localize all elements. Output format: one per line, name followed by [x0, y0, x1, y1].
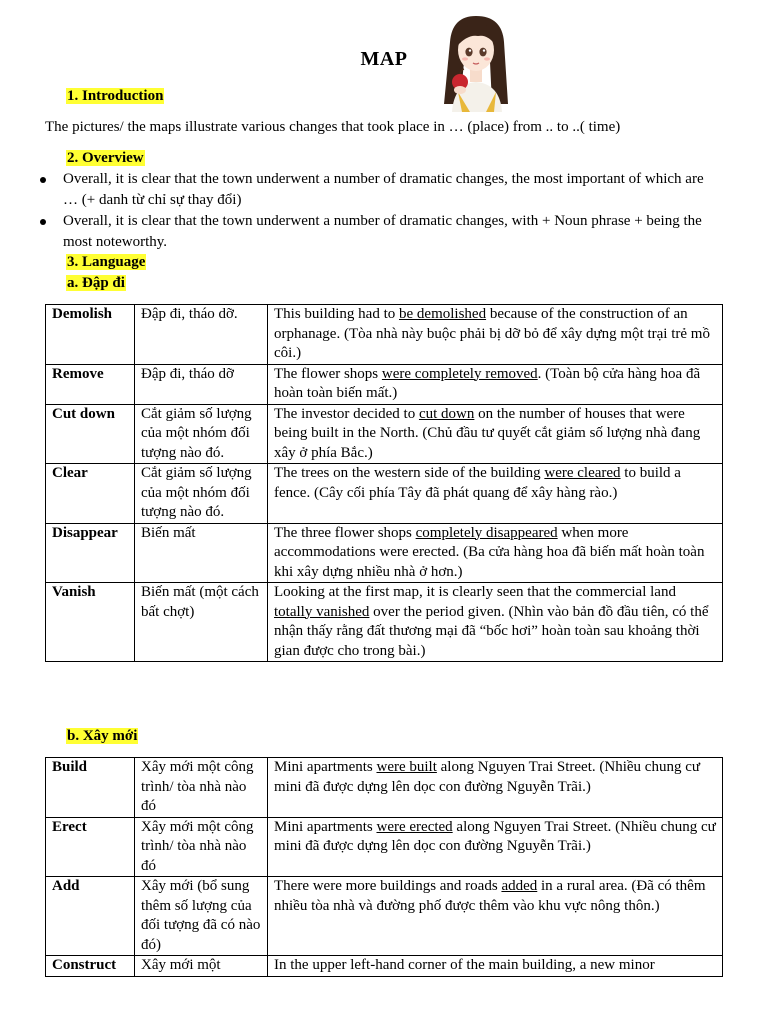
- meaning-cell: Biến mất: [135, 523, 268, 583]
- table-row: [46, 305, 723, 365]
- example-cell: [268, 523, 723, 583]
- table-row: [46, 583, 723, 662]
- term-cell: Remove: [46, 364, 135, 404]
- example-text: when more accommodations were erected. (Ba cửa hàng hoa đã biến mất hoàn toàn khi xây dựng nhiều nhà ở hơn.): [274, 524, 705, 580]
- meaning-cell: Xây mới một: [135, 956, 268, 977]
- example-text: Looking at the first map, it is clearly seen that the commercial land: [274, 584, 676, 600]
- example-cell: [268, 758, 723, 818]
- term-cell: Demolish: [46, 305, 135, 365]
- example-text: on the number of houses that were being built in the North. (Chủ đầu tư quyết cắt giảm số lượng nhà đang xây ở phía Bắc.): [274, 405, 701, 461]
- example-cell: [268, 877, 723, 956]
- meaning-cell: Cắt giảm số lượng của một nhóm đối tượng nào đó.: [135, 464, 268, 524]
- example-cell: [268, 583, 723, 662]
- example-text: The flower shops: [274, 365, 382, 382]
- table-row: [46, 877, 723, 956]
- term-cell: Erect: [46, 817, 135, 877]
- subsection-a-heading: a. Đập đi: [67, 275, 125, 291]
- example-text: . (Toàn bộ cửa hàng hoa đã hoàn toàn biến mất.): [274, 365, 701, 401]
- example-keyword: completely disappeared: [415, 524, 558, 541]
- table-row: [46, 758, 723, 818]
- example-text: to build a fence. (Cây cối phía Tây đã phát quang để xây hàng rào.): [274, 465, 681, 501]
- example-cell: [268, 464, 723, 524]
- example-cell: [268, 404, 723, 464]
- example-text: along Nguyen Trai Street. (Nhiều chung cư mini đã được dựng lên dọc con đường Nguyễn Trãi.): [274, 759, 700, 795]
- table-row: [46, 464, 723, 524]
- page-title: MAP: [360, 48, 408, 70]
- term-cell: Clear: [46, 464, 135, 524]
- section-language-heading: 3. Language: [67, 254, 146, 270]
- example-text: Mini apartments: [274, 818, 377, 835]
- example-keyword: added: [501, 878, 538, 894]
- table-row: [46, 523, 723, 583]
- example-keyword: were built: [376, 759, 437, 775]
- example-text: There were more buildings and roads: [274, 878, 502, 894]
- vocab-table-demolish: [45, 304, 723, 662]
- example-keyword: totally vanished: [274, 603, 370, 620]
- example-text: In the upper left-hand corner of the main building, a new minor: [274, 957, 655, 973]
- girl-avatar-illustration: [430, 12, 522, 112]
- term-cell: Build: [46, 758, 135, 818]
- example-text: The investor decided to: [274, 405, 419, 422]
- example-text: Mini apartments: [274, 759, 377, 775]
- term-cell: Vanish: [46, 583, 135, 662]
- introduction-text: The pictures/ the maps illustrate various changes that took place in … (place) from .. to ..( time): [45, 119, 621, 135]
- vocab-table-build: [45, 757, 723, 977]
- example-cell: [268, 956, 723, 977]
- example-text: because of the construction of an orphanage. (Tòa nhà này buộc phải bị dỡ bỏ để xây dựng một trại trẻ mồ côi.): [274, 306, 710, 361]
- overview-bullet: Overall, it is clear that the town underwent a number of dramatic changes, the most important of which are … (+ danh từ chỉ sự thay đổi): [34, 169, 704, 211]
- meaning-cell: Biến mất (một cách bất chợt): [135, 583, 268, 662]
- table-row: [46, 404, 723, 464]
- example-keyword: be demolished: [399, 306, 487, 322]
- meaning-cell: Xây mới (bổ sung thêm số lượng của đối tượng đã có nào đó): [135, 877, 268, 956]
- example-cell: [268, 817, 723, 877]
- example-text: The trees on the western side of the building: [274, 465, 545, 481]
- term-cell: Add: [46, 877, 135, 956]
- table-row: [46, 364, 723, 404]
- example-keyword: cut down: [418, 405, 475, 422]
- example-text: The three flower shops: [274, 524, 416, 541]
- table-row: [46, 956, 723, 977]
- example-keyword: were completely removed: [381, 365, 538, 382]
- example-keyword: were erected: [376, 818, 453, 835]
- meaning-cell: Đập đi, tháo dỡ.: [135, 305, 268, 365]
- term-cell: Cut down: [46, 404, 135, 464]
- section-overview-heading: 2. Overview: [67, 150, 144, 166]
- meaning-cell: Cắt giảm số lượng của một nhóm đối tượng nào đó.: [135, 404, 268, 464]
- term-cell: Disappear: [46, 523, 135, 583]
- overview-bullet: Overall, it is clear that the town underwent a number of dramatic changes, with + Noun phrase + being the most noteworthy.: [34, 211, 704, 253]
- table-row: [46, 817, 723, 877]
- meaning-cell: Xây mới một công trình/ tòa nhà nào đó: [135, 758, 268, 818]
- example-text: along Nguyen Trai Street. (Nhiều chung cư mini đã được dựng lên dọc con đường Nguyễn Trãi.): [274, 818, 716, 854]
- example-cell: [268, 364, 723, 404]
- section-introduction-heading: 1. Introduction: [67, 88, 164, 104]
- example-text: in a rural area. (Đã có thêm nhiều tòa nhà và đường phố được thêm vào khu vực nông thôn.): [274, 878, 706, 914]
- example-text: over the period given. (Nhìn vào bản đồ đầu tiên, có thể nhận thấy rằng đất thương mại đã “bốc hơi” hoàn toàn sau khoảng thời gian được cho trong bài.): [274, 603, 709, 659]
- example-cell: [268, 305, 723, 365]
- example-keyword: were cleared: [544, 465, 621, 481]
- example-text: This building had to: [274, 306, 399, 322]
- term-cell: Construct: [46, 956, 135, 977]
- meaning-cell: Xây mới một công trình/ tòa nhà nào đó: [135, 817, 268, 877]
- overview-bullet-list: [34, 169, 704, 253]
- subsection-b-heading: b. Xây mới: [67, 728, 138, 744]
- meaning-cell: Đập đi, tháo dỡ: [135, 364, 268, 404]
